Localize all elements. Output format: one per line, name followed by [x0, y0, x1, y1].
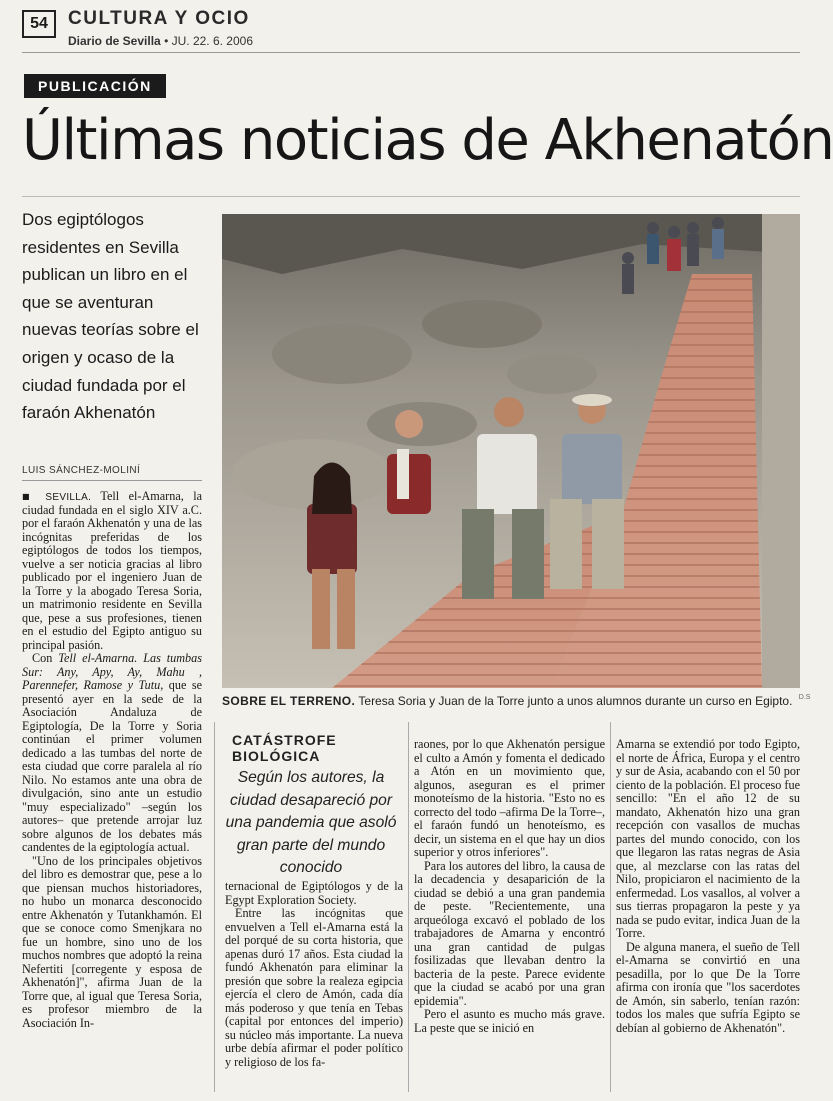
paragraph: raones, por lo que Akhenatón persigue el culto a Amón y fomenta el dedicado a Atón en un movimiento que, algunos, aseguran es el primer monoteísmo de la historia. "Esto no es correcto del todo –afirma De la Torre–, el faraón fundó un henoteísmo, es decir, un sistema en el que hay un dios superior y otros inferiores". [414, 737, 605, 859]
headline-rule [22, 196, 800, 197]
photo-illustration [222, 214, 800, 688]
headline: Últimas noticias de Akhenatón [22, 108, 833, 173]
photo-credit: D.S [798, 694, 811, 701]
column-rule [408, 722, 409, 1092]
pull-quote: Según los autores, la ciudad desapareció por una pandemia que asoló gran parte del mundo conocido [225, 769, 397, 876]
byline: LUIS SÁNCHEZ-MOLINÍ [22, 465, 202, 481]
header-rule [22, 52, 800, 53]
paragraph-text: Tell el-Amarna, la ciudad fundada en el siglo XIV a.C. por el faraón Akhenatón y una de las incógnitas preferidas de los egiptólogos de todos los tiempos, vuelve a ser noticia gracias al libro publicado por el ingeniero Juan de la Torre y la abogado Teresa Soria, un matrimonio residente en Sevilla que, pese a sus profesiones, tienen en el estudio del Egipto antiguo su principal pasión. [22, 489, 203, 652]
dateline-city: SEVILLA. [45, 492, 92, 503]
paragraph-text: , que se presentó ayer en la sede de la Asociación Andaluza de Egiptología, De la Torre y Soria continúan el primer volumen dedicado a las tumbas del norte de esta ciudad que corre paralela al río Nilo. No estamos ante una obra de divulgación, sino ante un estudio "muy especializado" –según los autores– que pretende arrojar luz sobre algunos de los debates más candentes de la egiptología actual. [22, 678, 202, 854]
column-rule [214, 722, 215, 1092]
body-column-2 [225, 880, 403, 1069]
paragraph: "Uno de los principales objetivos del libro es demostrar que, pese a lo que piensan muchos historiadores, no hubo un monarca desconocido entre Akhenatón y Tutankhamón. El que se conoce como Smenjkara no fue un hombre, sino uno de los muchos nombres que adoptó la reina Nefertiti [corregente y esposa de Akhenatón]", afirma Juan de la Torre que, al igual que Teresa Soria, es profesor miembro de la Asociación In- [22, 853, 202, 1030]
paragraph: Entre las incógnitas que envuelven a Tell el-Amarna está la del porqué de su corta historia, que apenas duró 17 años. Esta ciudad la fundó Akhenatón para eliminar la presión que sobre la realeza egipcia ejercía el clero de Amón, cada día más poderoso y que tenía en Tebas (capital por entonces del imperio) su núcleo más importante. La nueva urbe debía afirmar el poder político y religioso de los fa- [225, 906, 403, 1069]
paragraph: Amarna se extendió por todo Egipto, el norte de África, Europa y el centro y sur de Asia, acabando con el 50 por ciento de la población. El proceso fue sencillo: "En el año 12 de su mandato, Akhenatón hizo una gran recepción con vasallos de muchas partes del mundo conocido, con los que llegaron las ratas negras de Asia que, al mezclarse con las ratas del Nilo, propiciaron el nacimiento de la enfermedad. Los vasallos, al volver a sus tierras propagaron la peste y ya nada se pudo evitar, indica Juan de la Torre. [616, 737, 800, 940]
article-photo [222, 214, 800, 688]
photo-caption [222, 694, 811, 708]
body-column-3 [414, 738, 605, 1035]
category-tag: PUBLICACIÓN [24, 74, 166, 98]
section-title: CULTURA Y OCIO [68, 8, 250, 29]
body-column-1 [22, 490, 202, 1030]
caption-label: SOBRE EL TERRENO. [222, 694, 356, 708]
paragraph: De alguna manera, el sueño de Tell el-Amarna se convirtió en una pesadilla, por lo que De la Torre afirma con ironía que "los sacerdotes de Amón, sin saberlo, tenían razón: todos los males que sufría Egipto se debían al gobierno de Akhenatón". [616, 939, 800, 1035]
newspaper-name: Diario de Sevilla [68, 34, 161, 48]
sidebar-quote [222, 732, 400, 880]
publication-line [68, 34, 253, 48]
book-title: Tell el-Amarna. Las tumbas Sur: Any, Apy, Ay, Mahu , Parennefer, Ramose y Tutu [22, 651, 202, 692]
subheadline: Dos egiptólogos residentes en Sevilla publican un libro en el que se aventuran nuevas teorías sobre el origen y ocaso de la ciudad fundada por el faraón Akhenatón [22, 210, 199, 423]
column-rule [610, 722, 611, 1092]
sidebar-kicker: CATÁSTROFE BIOLÓGICA [232, 732, 337, 764]
paragraph [22, 490, 202, 652]
paragraph: Para los autores del libro, la causa de la decadencia y desaparición de la ciudad se debió a una gran pandemia de peste. "Recientemente, una arqueóloga excavó el poblado de los trabajadores de Amarna y encontró una gran cantidad de pulgas fosilizadas que llevaban dentro la bacteria de la peste. Parece evidente que la ciudad se acabó por una gran epidemia". [414, 858, 605, 1008]
issue-date: JU. 22. 6. 2006 [171, 34, 253, 48]
body-column-4 [616, 738, 800, 1035]
paragraph [22, 652, 202, 855]
dateline-marker: ■ [22, 492, 36, 501]
paragraph: Pero el asunto es mucho más grave. La peste que se inició en [414, 1007, 605, 1035]
paragraph: ternacional de Egiptólogos y de la Egypt Exploration Society. [225, 879, 403, 907]
page-number: 54 [22, 10, 56, 38]
separator-dot: • [164, 34, 169, 48]
paragraph-text: Con [32, 651, 59, 665]
caption-text: Teresa Soria y Juan de la Torre junto a unos alumnos durante un curso en Egipto. [358, 694, 793, 708]
